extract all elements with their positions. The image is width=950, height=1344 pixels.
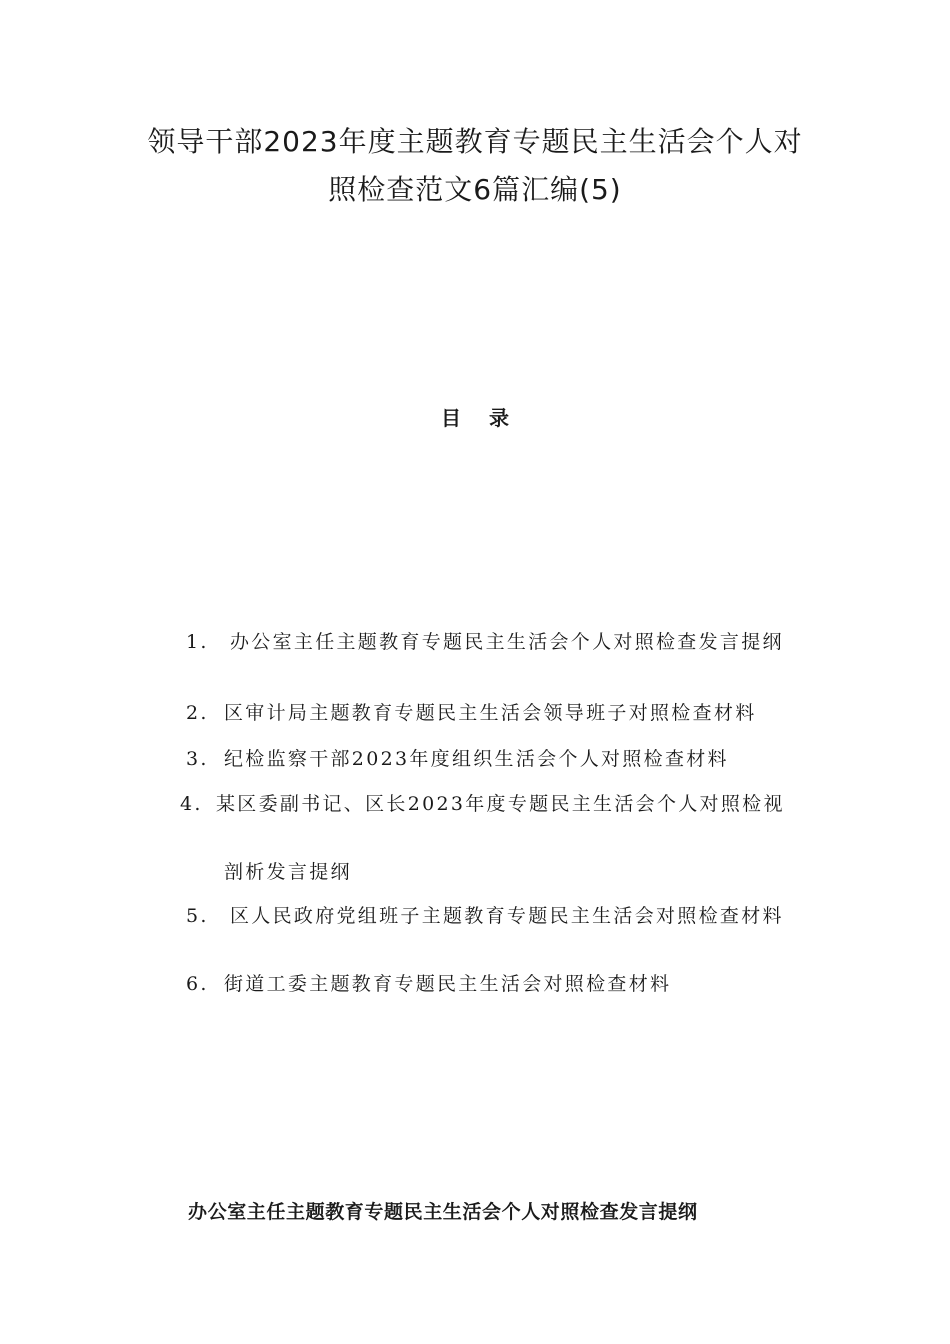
toc-item-text: 某区委副书记、区长2023年度专题民主生活会个人对照检视 [216, 793, 785, 815]
toc-item-2[interactable] [186, 698, 757, 725]
toc-item-number: 1. [186, 631, 209, 653]
toc-item-4[interactable] [180, 789, 785, 816]
toc-item-number: 5. [186, 905, 209, 927]
toc-item-3[interactable] [186, 744, 729, 771]
toc-item-6[interactable] [186, 969, 671, 996]
toc-item-text: 街道工委主题教育专题民主生活会对照检查材料 [224, 973, 672, 995]
toc-item-number: 2. [186, 702, 209, 724]
toc-heading: 目录 [441, 406, 537, 430]
toc-item-number: 6. [186, 973, 209, 995]
toc-item-text: 办公室主任主题教育专题民主生活会个人对照检查发言提纲 [230, 631, 784, 653]
toc-item-1[interactable] [186, 627, 784, 654]
toc-item-number: 4. [180, 793, 203, 815]
toc-item-text: 区审计局主题教育专题民主生活会领导班子对照检查材料 [224, 702, 757, 724]
section-heading: 办公室主任主题教育专题民主生活会个人对照检查发言提纲 [188, 1201, 698, 1223]
document-title-line-1: 领导干部2023年度主题教育专题民主生活会个人对 [147, 125, 803, 158]
toc-item-4-continuation[interactable]: 剖析发言提纲 [224, 861, 352, 883]
toc-item-text: 区人民政府党组班子主题教育专题民主生活会对照检查材料 [230, 905, 784, 927]
toc-item-5[interactable] [186, 901, 784, 928]
toc-item-number: 3. [186, 748, 209, 770]
document-title-line-2: 照检查范文6篇汇编(5) [328, 173, 622, 206]
toc-item-text: 纪检监察干部2023年度组织生活会个人对照检查材料 [224, 748, 729, 770]
